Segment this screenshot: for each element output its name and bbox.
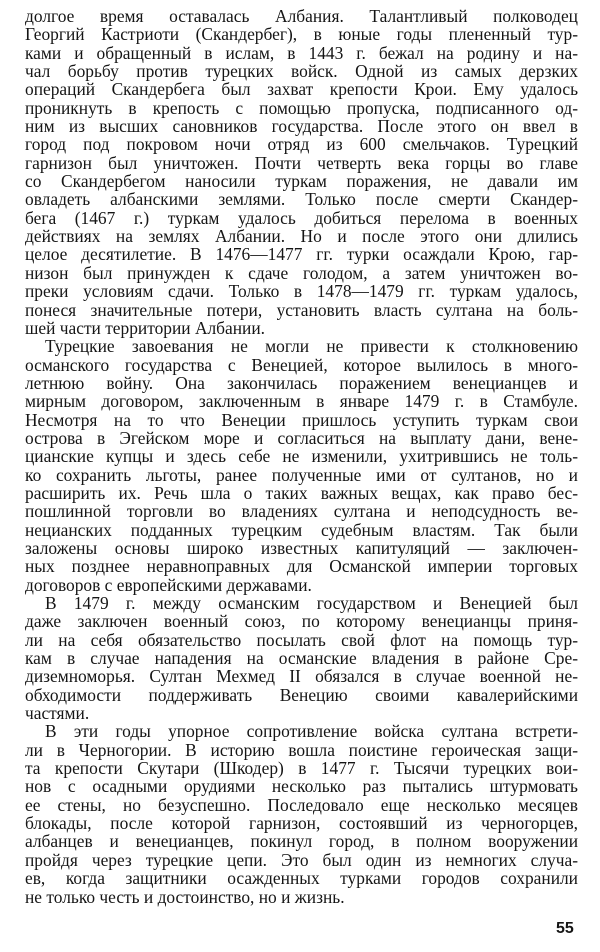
text-line: албанцев и венецианцев, покинул город, в полном вооружении — [25, 831, 578, 852]
text-line: бега (1467 г.) туркам удалось добиться перелома в военных — [25, 207, 578, 228]
text-line: овладеть албанскими землями. Только после смерти Скандер- — [25, 189, 578, 210]
text-line: город под покровом ночи отряд из 600 смельчаков. Турецкий — [25, 134, 578, 155]
text-line: ных позднее неравноправных для Османской империи торговых — [25, 556, 578, 577]
text-line: нецианских подданных турецким судебным властям. Так были — [25, 519, 578, 540]
text-line: проникнуть в крепость с помощью пропуска, подписанного од- — [25, 97, 578, 118]
text-line: блокады, после которой гарнизон, состоявший из черногорцев, — [25, 813, 578, 834]
text-line: операций Скандербега был захват крепости Крои. Ему удалось — [25, 79, 578, 100]
text-line: ев, когда защитники осажденных турками городов сохранили — [25, 868, 578, 889]
paragraph — [25, 7, 578, 337]
text-line: договоров с европейскими державами. — [25, 574, 312, 595]
text-line: османского государства с Венецией, которое вылилось в много- — [25, 354, 578, 375]
paragraph — [25, 594, 578, 722]
text-line: заложены основы широко известных капитуляций — заключен- — [25, 537, 578, 558]
text-line: летнюю войну. Она закончилась поражением венецианцев и — [25, 372, 578, 393]
text-line: ко сохранить льготы, ранее полученные ими от султанов, но и — [25, 464, 578, 485]
text-line: не только честь и достоинство, но и жизнь. — [25, 886, 345, 907]
text-line: мирным договором, заключенным в январе 1479 г. в Стамбуле. — [25, 391, 578, 412]
text-line: ли в Черногории. В историю вошла поистине героическая защи- — [25, 739, 578, 760]
page-number: 55 — [556, 920, 574, 937]
text-line: понеся значительные потери, установить власть султана на боль- — [25, 299, 578, 320]
text-line: острова в Эгейском море и согласиться на выплату дани, вене- — [25, 427, 578, 448]
text-line: ее стены, но безуспешно. Последовало еще несколько месяцев — [25, 794, 578, 815]
text-line: со Скандербегом наносили туркам поражения, не давали им — [25, 171, 578, 192]
text-line: Турецкие завоевания не могли не привести к столкновению — [45, 336, 578, 357]
text-line: ли на себя обязательство посылать свой флот на помощь тур- — [25, 629, 578, 650]
text-line: чал борьбу против турецких войск. Одной из самых дерзких — [25, 61, 578, 82]
text-line: обходимости поддерживать Венецию своими кавалерийскими — [25, 684, 578, 705]
text-line: пошлинной торговли во владениях султана и неподсудность ве- — [25, 501, 578, 522]
text-line: даже заключен военный союз, по которому венецианцы приня- — [25, 611, 578, 632]
paragraph — [25, 337, 578, 594]
text-line: нов с осадными орудиями несколько раз пытались штурмовать — [25, 776, 578, 797]
text-line: действиях на землях Албании. Но и после этого они длились — [25, 226, 578, 247]
text-line: диземноморья. Султан Мехмед II обязался в случае военной не- — [25, 666, 578, 687]
text-line: преки условиям сдачи. Только в 1478—1479 гг. туркам удалось, — [25, 281, 578, 302]
text-line: Несмотря на то что Венеции пришлось уступить туркам свои — [25, 409, 578, 430]
text-line: целое десятилетие. В 1476—1477 гг. турки осаждали Крою, гар- — [25, 244, 578, 265]
text-line: шей части территории Албании. — [25, 317, 266, 338]
text-line: долгое время оставалась Албания. Талантливый полководец — [25, 6, 578, 26]
text-line: та крепости Скутари (Шкодер) в 1477 г. Тысячи турецких вои- — [25, 758, 578, 779]
text-line: пройдя через турецкие цепи. Это был один из немногих случа- — [25, 849, 578, 870]
text-line: В 1479 г. между османским государством и Венецией был — [45, 593, 578, 613]
text-line: кам в случае нападения на османские владения в районе Сре- — [25, 648, 578, 669]
text-line: цианские купцы и здесь себе не изменили, ухитрившись не толь- — [25, 446, 578, 467]
text-line: Георгий Кастриоти (Скандербег), в юные годы плененный тур- — [25, 24, 578, 45]
paragraph — [25, 722, 578, 905]
text-line: ками и обращенный в ислам, в 1443 г. бежал на родину и на- — [25, 42, 578, 63]
text-line: расширить их. Речь шла о таких важных вещах, как право бес- — [25, 482, 578, 503]
text-line: частями. — [25, 703, 90, 724]
text-line: В эти годы упорное сопротивление войска султана встрети- — [45, 721, 578, 742]
text-line: гарнизон был уничтожен. Почти четверть века горцы во главе — [25, 152, 578, 173]
text-line: ним из высших сановников государства. После этого он ввел в — [25, 116, 578, 137]
text-line: низон был принужден к сдаче голодом, а затем уничтожен во- — [25, 262, 578, 283]
page-body-text — [25, 7, 578, 906]
